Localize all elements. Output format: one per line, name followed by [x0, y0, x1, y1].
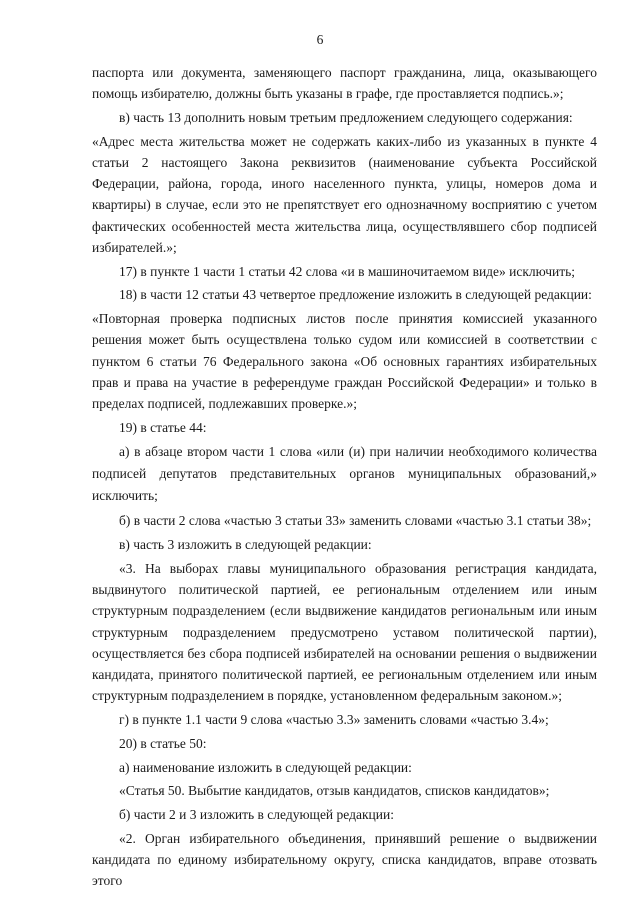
- paragraph-16: б) части 2 и 3 изложить в следующей редакции:: [119, 807, 394, 823]
- paragraph-7: 19) в статье 44:: [119, 419, 207, 435]
- document-body: [92, 62, 597, 894]
- paragraph-14: а) наименование изложить в следующей редакции:: [119, 759, 412, 775]
- paragraph-10: в) часть 3 изложить в следующей редакции:: [119, 537, 372, 553]
- paragraph-8: а) в абзаце втором части 1 слова «или (и) при наличии необходимого количества подписей депутатов представительных органов муниципальных образований,» исключить;: [92, 443, 597, 504]
- paragraph-1: паспорта или документа, заменяющего паспорт гражданина, лица, оказывающего помощь избирателю, должны быть указаны в графе, где проставляется подпись.»;: [92, 65, 597, 102]
- paragraph-2: в) часть 13 дополнить новым третьим предложением следующего содержания:: [119, 110, 573, 125]
- paragraph-5: 18) в части 12 статьи 43 четвертое предложение изложить в следующей редакции:: [119, 287, 592, 303]
- paragraph-12: г) в пункте 1.1 части 9 слова «частью 3.3» заменить словами «частью 3.4»;: [119, 712, 549, 728]
- paragraph-17: «2. Орган избирательного объединения, принявший решение о выдвижении кандидата по единому избирательному округу, списка кандидатов, вправе отозвать этого: [92, 831, 597, 889]
- paragraph-11: «3. На выборах главы муниципального образования регистрация кандидата, выдвинутого политической партией, ее региональным отделением или иным структурным подразделением (если выдвижение кандидатов региональным или иным структурным подразделением предусмотрено уставом политической партии), осуществляется без сбора подписей избирателей на основании решения о выдвижении кандидата, принятого политической партией, ее региональным отделением или иным структурным подразделением в порядке, установленном федеральным законом.»;: [92, 561, 597, 704]
- paragraph-6: «Повторная проверка подписных листов после принятия комиссией указанного решения может быть осуществлена только судом или комиссией в соответствии с пунктом 6 статьи 76 Федерального закона «Об основных гарантиях избирательных прав и права на участие в референдуме граждан Российской Федерации» и только в пределах подписей, подлежавших проверке.»;: [92, 311, 597, 412]
- page-number: 6: [316, 32, 324, 47]
- paragraph-9: б) в части 2 слова «частью 3 статьи 33» заменить словами «частью 3.1 статьи 38»;: [119, 513, 592, 529]
- paragraph-4: 17) в пункте 1 части 1 статьи 42 слова «и в машиночитаемом виде» исключить;: [119, 263, 576, 279]
- paragraph-15: «Статья 50. Выбытие кандидатов, отзыв кандидатов, списков кандидатов»;: [119, 783, 550, 799]
- paragraph-3: «Адрес места жительства может не содержать каких-либо из указанных в пункте 4 статьи 2 настоящего Закона реквизитов (наименование субъекта Российской Федерации, района, города, иного населенного пункта, улицы, номеров дома и квартиры) в случае, если это не препятствует его однозначному восприятию с учетом фактических особенностей места жительства лица, осуществлявшего сбор подписей избирателей.»;: [92, 133, 597, 255]
- paragraph-13: 20) в статье 50:: [119, 735, 207, 751]
